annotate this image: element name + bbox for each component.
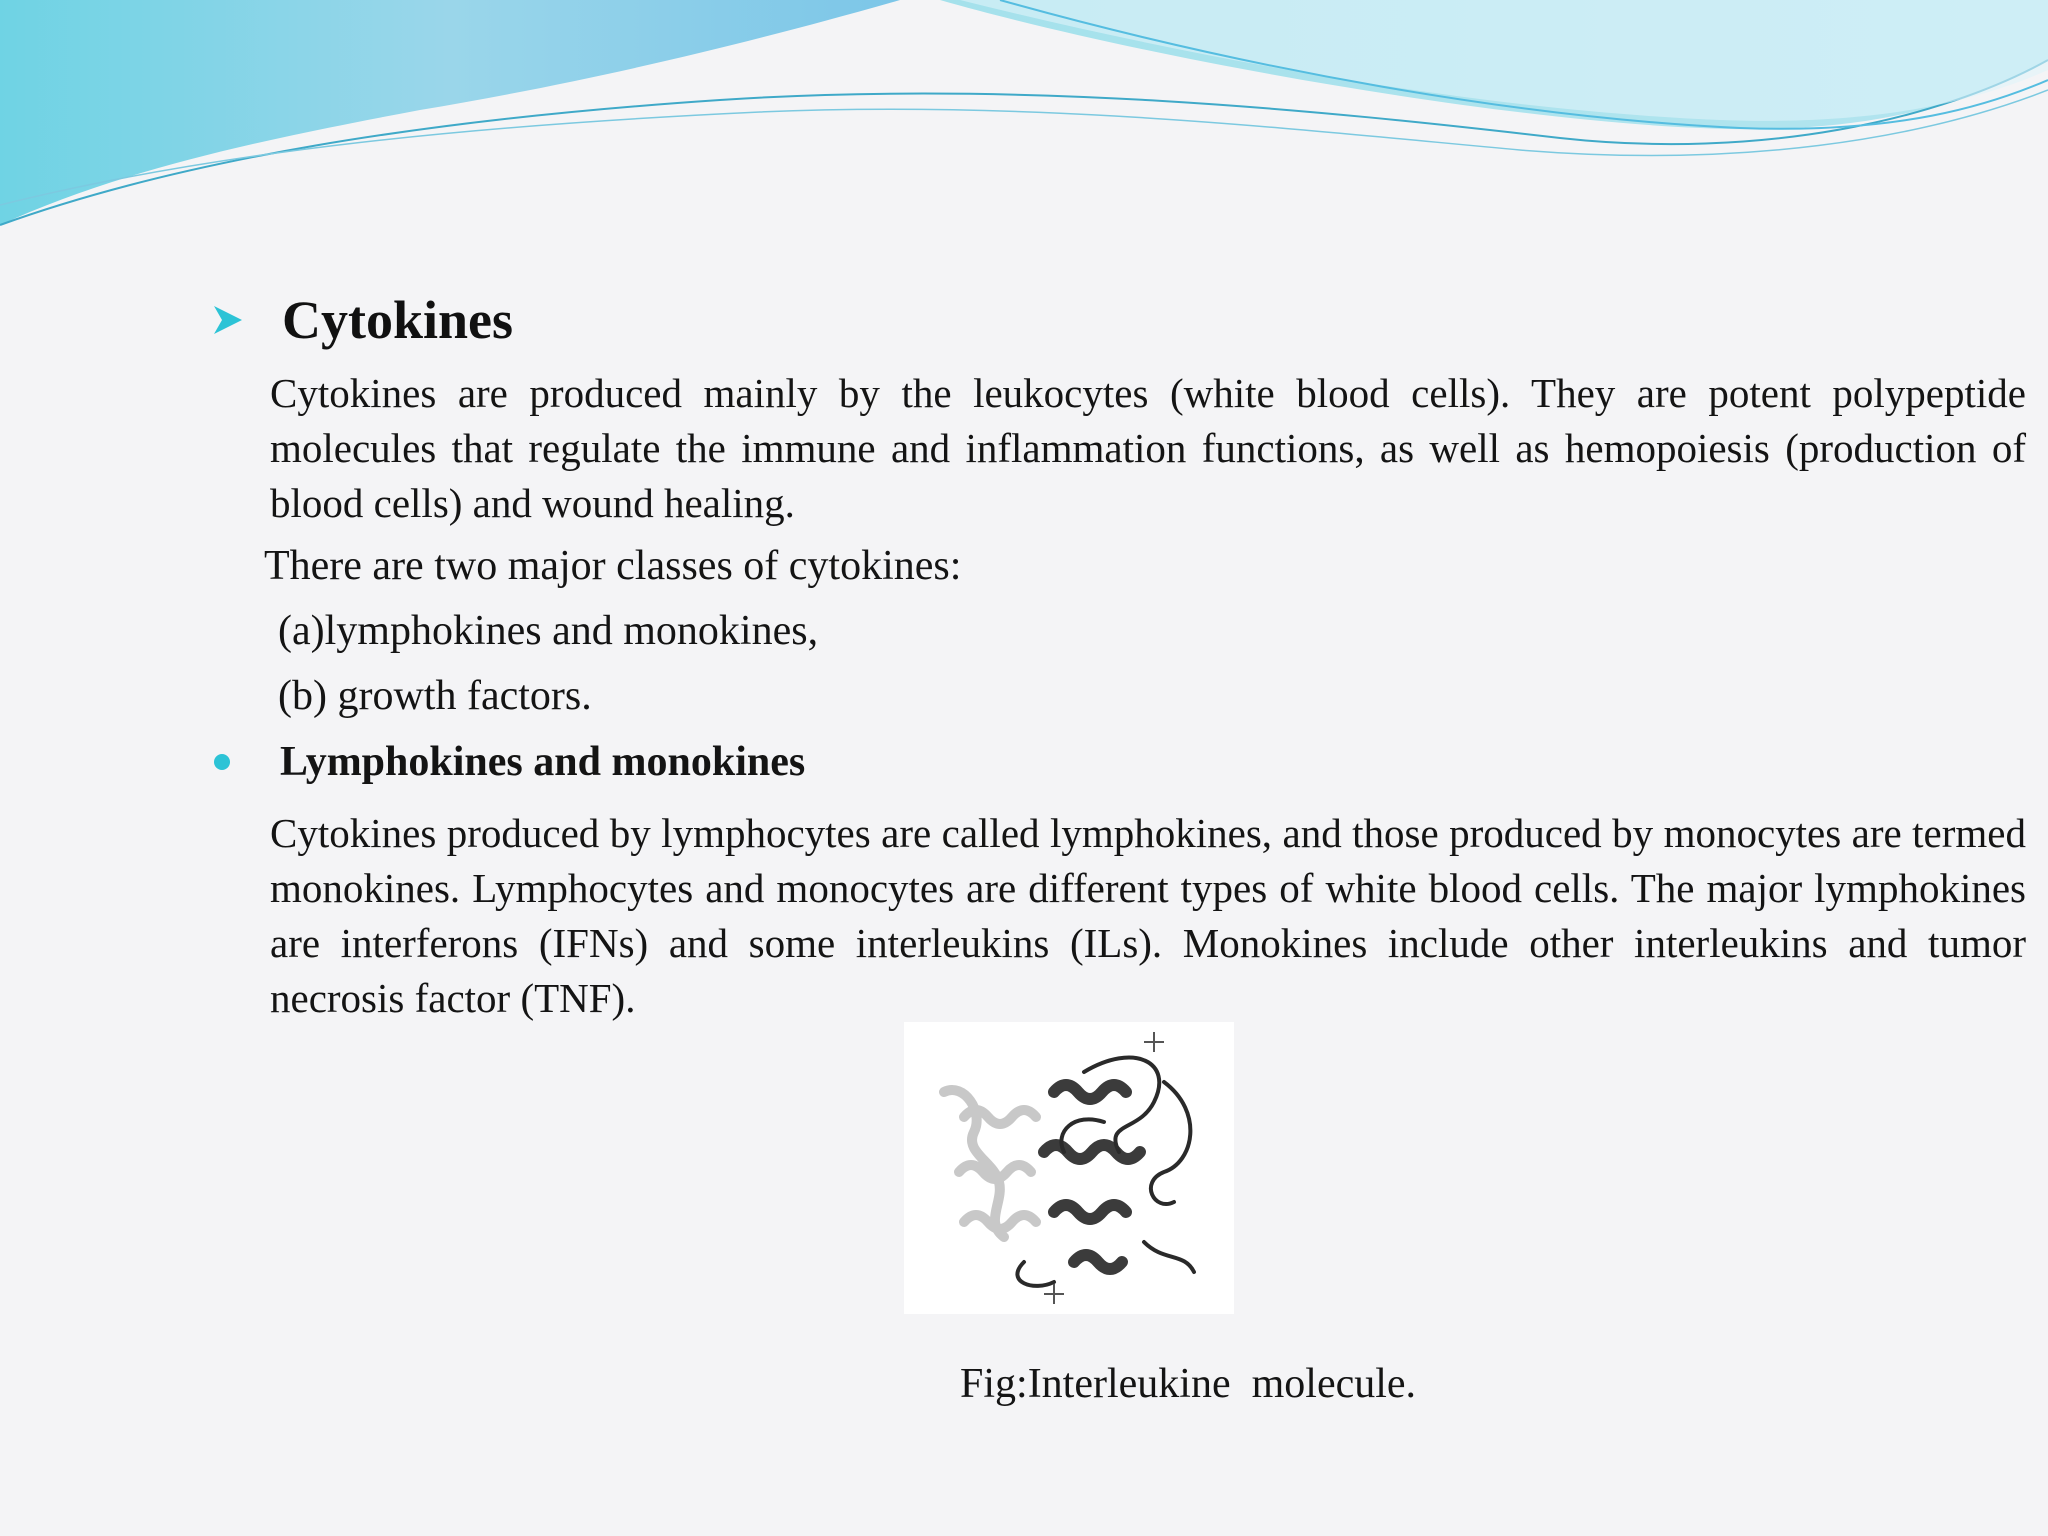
arrow-right-icon — [210, 302, 246, 338]
class-item-a: (a)lymphokines and monokines, — [278, 608, 819, 654]
class-item-b: (b) growth factors. — [278, 673, 592, 719]
section-subheading: Lymphokines and monokines — [280, 739, 806, 785]
page-title: Cytokines — [282, 290, 514, 350]
classes-intro: There are two major classes of cytokines: — [264, 543, 962, 589]
heading-row — [210, 284, 513, 356]
intro-paragraph: Cytokines are produced mainly by the leukocytes (white blood cells). They are potent polypeptide molecules that regulate the immune and inflammation functions, as well as hemopoiesis (production of blood cells) and wound healing. — [270, 370, 2026, 526]
interleukin-molecule-image — [904, 1022, 1234, 1314]
dot-icon — [214, 754, 230, 770]
lymphokines-paragraph: Cytokines produced by lymphocytes are called lymphokines, and those produced by monocytes are termed monokines. Lymphocytes and monocytes are different types of white blood cells. The major lymphokines are interferons (IFNs) and some interleukins (ILs). Monokines include other interleukins and tumor necrosis factor (TNF). — [270, 810, 2026, 1021]
figure-caption: Fig:Interleukine molecule. — [960, 1361, 1417, 1407]
subheading-row — [210, 733, 805, 791]
